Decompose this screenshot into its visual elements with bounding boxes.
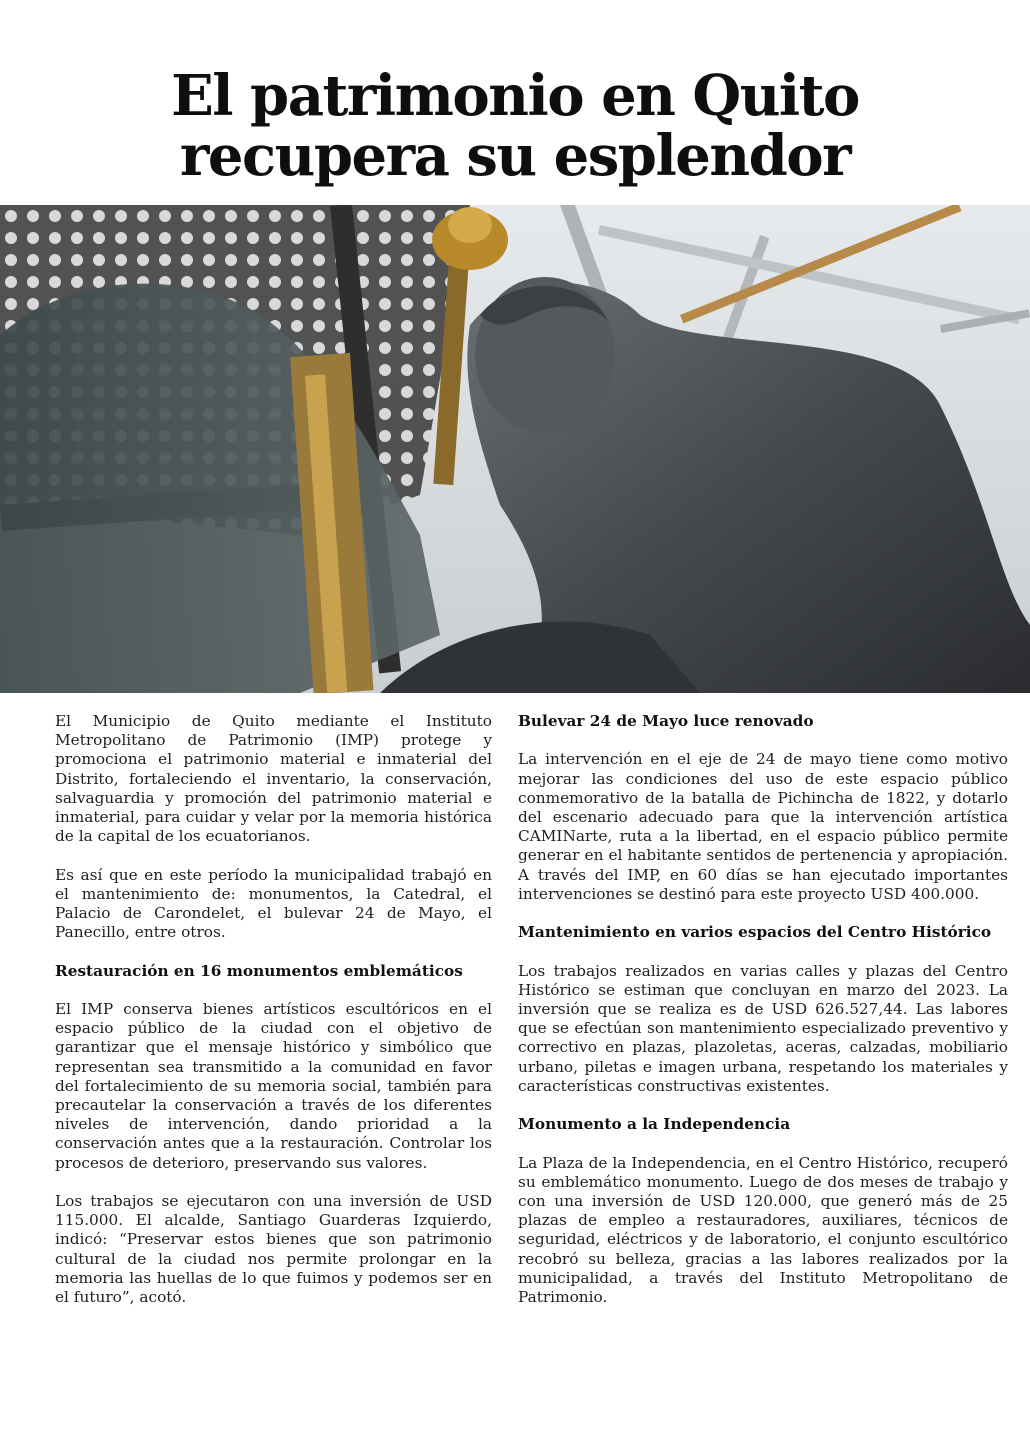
independencia-paragraph: La Plaza de la Independencia, en el Centro Histórico, recuperó su emblemático monumento. Luego de dos meses de trabajo y con una inversión de USD 120.000, que generó más de 25 plazas de empleo a restauradores, auxiliares, técnicos de seguridad, eléctricos y de laboratorio, el conjunto escultórico recobró su belleza, gracias a las labores realizados por la municipalidad, a través del Instituto Metropolitano de Patrimonio. [518,1153,1008,1307]
section-heading-bulevar: Bulevar 24 de Mayo luce renovado [518,712,814,730]
section-heading-independencia: Monumento a la Independencia [518,1115,791,1134]
maintenance-paragraph: Es así que en este período la municipalidad trabajó en el mantenimiento de: monumentos, la Catedral, el Palacio de Carondelet, el bulevar 24 de Mayo, el Panecillo, entre otros. [55,865,492,942]
intro-paragraph: El Municipio de Quito mediante el Instituto Metropolitano de Patrimonio (IMP) protege y promociona el patrimonio material e inmaterial del Distrito, fortaleciendo el inventario, la conservación, salvaguardia y promoción del patrimonio material e inmaterial, para cuidar y velar por la memoria histórica de la capital de los ecuatorianos. [55,712,492,846]
monuments-paragraph: El IMP conserva bienes artísticos escultóricos en el espacio público de la ciudad con el objetivo de garantizar que el mensaje histórico y simbólico que representan sea transmitido a la comunidad en favor del fortalecimiento de su memoria social, también para precautelar la conservación a través de los diferentes niveles de intervención, dando prioridad a la conservación antes que a la restauración. Controlar los procesos de deterioro, preservando sus valores. [55,1000,492,1172]
hero-photo [0,205,1030,693]
centro-historico-paragraph: Los trabajos realizados en varias calles y plazas del Centro Histórico se estiman que concluyan en marzo del 2023. La inversión que se realiza es de USD 626.527,44. Las labores que se efectúan son mantenimiento especializado preventivo y correctivo en plazas, plazoletas, aceras, calzadas, mobiliario urbano, piletas e imagen urbana, respetando los materiales y características constructivas existentes. [518,961,1008,1095]
investment-paragraph: Los trabajos se ejecutaron con una inversión de USD 115.000. El alcalde, Santiago Guarderas Izquierdo, indicó: “Preservar estos bienes que son patrimonio cultural de la ciudad nos permite prolongar en la memoria las huellas de lo que fuimos y podemos ser en el futuro”, acotó. [55,1192,492,1307]
section-heading-monuments: Restauración en 16 monumentos emblemáticos [55,961,463,980]
bulevar-paragraph: La intervención en el eje de 24 de mayo tiene como motivo mejorar las condiciones del uso de este espacio público conmemorativo de la batalla de Pichincha de 1822, y dotarlo del escenario adecuado para que la intervención artística CAMINarte, ruta a la libertad, en el espacio público permite generar en el habitante sentidos de pertenencia y apropiación. A través del IMP, en 60 días se han ejecutado importantes intervenciones se destinó para este proyecto USD 400.000. [518,750,1008,903]
article-title [0,63,1030,189]
section-heading-centro-historico: Mantenimiento en varios espacios del Centro Histórico [518,923,992,942]
title-line-2: recupera su esplendor [179,123,851,189]
title-line-1: El patrimonio en Quito [171,63,859,129]
right-column [518,712,1008,1326]
left-column [55,712,492,1326]
